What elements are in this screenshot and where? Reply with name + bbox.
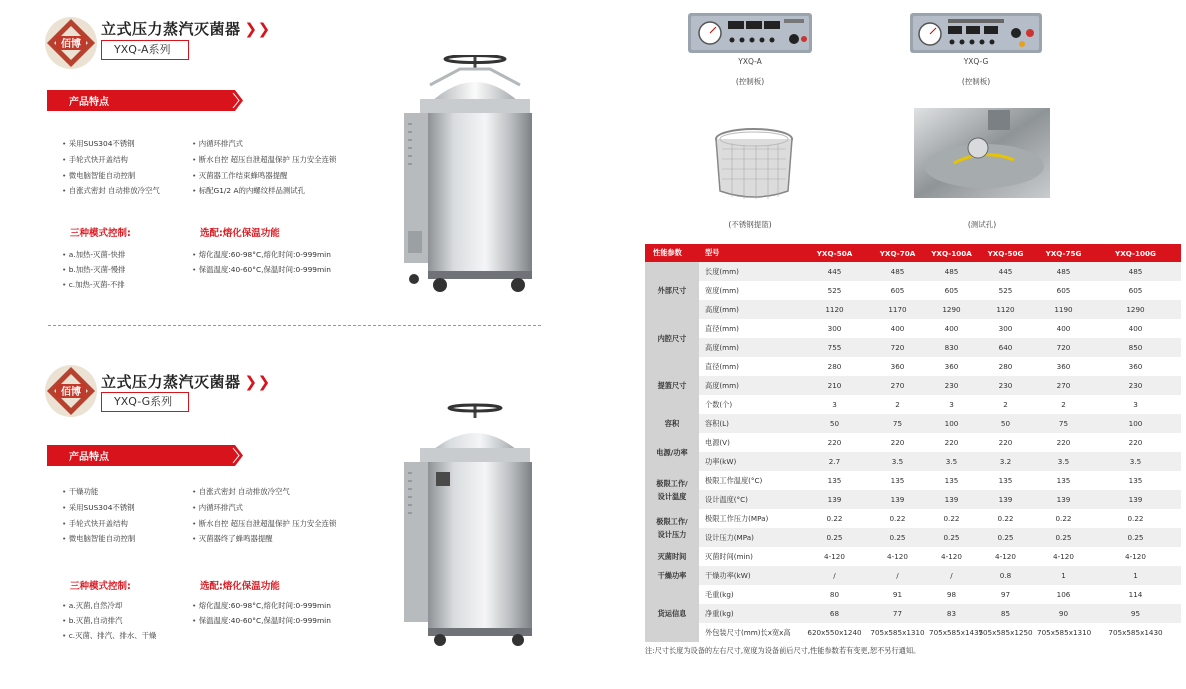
spec-cell: 135: [827, 476, 842, 485]
spec-cell: 1290: [1090, 300, 1181, 319]
spec-cell: 139: [866, 490, 929, 509]
spec-cell: 135: [1128, 476, 1143, 485]
spec-row: [645, 433, 1181, 452]
spec-cell: 445: [974, 262, 1037, 281]
spec-group-label-line: 内腔尺寸: [657, 333, 687, 343]
spec-cell: 210: [803, 376, 866, 395]
control-mode-list: [62, 247, 125, 292]
feature-item: • 采用SUS304不锈钢: [62, 500, 135, 516]
brand-logo: [44, 16, 98, 74]
spec-cell: 445: [803, 262, 866, 281]
spec-row: [645, 509, 1181, 528]
spec-group-label-line: 设计温度: [657, 492, 687, 501]
spec-cell: 135: [1056, 476, 1071, 485]
spec-row-label: 直径(mm): [705, 361, 739, 371]
control-mode-item: • b.加热-灭菌-慢排: [62, 262, 125, 277]
spec-cell: /: [803, 566, 866, 585]
spec-cell: 720: [1037, 338, 1090, 357]
spec-cell: 220: [944, 438, 959, 447]
spec-row-label: 高度(mm): [699, 300, 803, 319]
spec-cell: 0.25: [974, 528, 1037, 547]
spec-cell: 85: [974, 604, 1037, 623]
spec-cell: 77: [866, 604, 929, 623]
spec-cell: 100: [929, 414, 974, 433]
spec-row: [645, 528, 1181, 547]
spec-cell: 4-120: [824, 552, 845, 561]
spec-cell: 705x585x1250: [978, 628, 1033, 637]
feature-item: • 微电脑智能自动控制: [62, 168, 160, 184]
header-model-col: YXQ-50G: [974, 244, 1037, 262]
spec-cell: 640: [974, 338, 1037, 357]
features-list-right: [192, 484, 336, 547]
spec-cell: 2: [895, 400, 900, 409]
header-model: 型号: [699, 244, 803, 262]
spec-cell: 485: [1037, 262, 1090, 281]
spec-cell: 220: [998, 438, 1013, 447]
spec-group-label: [645, 585, 699, 642]
spec-row: [645, 376, 1181, 395]
spec-row: [645, 604, 1181, 623]
spec-row-label: 高度(mm): [699, 338, 803, 357]
spec-cell: 0.25: [929, 528, 974, 547]
spec-group-label-line: 设计压力: [657, 530, 687, 539]
spec-row: [645, 585, 1181, 604]
spec-row-label: 灭菌时间(min): [705, 551, 753, 561]
spec-cell: 135: [998, 476, 1013, 485]
spec-cell: 230: [1090, 376, 1181, 395]
header-model-col: YXQ-75G: [1037, 244, 1090, 262]
spec-cell: 280: [998, 362, 1013, 371]
spec-cell: 705x585x1310: [1037, 628, 1092, 637]
spec-cell: 83: [929, 604, 974, 623]
spec-row-label: 极限工作压力(MPa): [705, 513, 769, 523]
spec-group-label-line: 干燥功率: [657, 571, 687, 580]
spec-cell: 280: [827, 362, 842, 371]
section-title: 立式压力蒸汽灭菌器 ❯❯: [101, 20, 271, 38]
feature-item: • 自涨式密封 自动排放冷空气: [62, 183, 160, 199]
spec-group-label: [645, 471, 699, 509]
spec-row-label: 设计压力(MPa): [699, 528, 803, 547]
spec-row: [645, 262, 1181, 281]
spec-cell: 1120: [803, 300, 866, 319]
spec-cell: 705x585x1310: [870, 628, 925, 637]
spec-cell: 0.22: [943, 514, 960, 523]
spec-row: [645, 471, 1181, 490]
spec-cell: 0.22: [826, 514, 843, 523]
spec-cell: 2: [1061, 400, 1066, 409]
spec-cell: 3.5: [1037, 452, 1090, 471]
spec-cell: 850: [1090, 338, 1181, 357]
option-item: • 熔化温度:60-98°C,熔化时间:0-999min: [192, 598, 331, 613]
spec-cell: 705x585x1435: [929, 628, 984, 637]
spec-cell: 0.22: [1055, 514, 1072, 523]
spec-row-label: 干燥功率(kW): [699, 566, 803, 585]
spec-cell: 50: [974, 414, 1037, 433]
series-label: YXQ-G系列: [101, 392, 189, 412]
spec-cell: 0.22: [997, 514, 1014, 523]
option-heading: 选配:熔化保温功能: [200, 228, 280, 239]
spec-cell: /: [929, 566, 974, 585]
control-mode-item: • c.灭菌、排汽、排水、干燥: [62, 628, 156, 643]
spec-cell: 1170: [866, 300, 929, 319]
spec-cell: 95: [1090, 604, 1181, 623]
spec-cell: 3: [832, 400, 837, 409]
header-param: 性能参数: [645, 244, 699, 262]
spec-cell: 620x550x1240: [807, 628, 862, 637]
spec-cell: 139: [1037, 490, 1090, 509]
spec-cell: 4-120: [941, 552, 962, 561]
spec-cell: 50: [803, 414, 866, 433]
spec-cell: 100: [1090, 414, 1181, 433]
control-panel-image-g: [910, 13, 1042, 57]
spec-group-label: [645, 262, 699, 319]
spec-cell: 705x585x1430: [1108, 628, 1163, 637]
spec-cell: 525: [827, 286, 842, 295]
spec-cell: 755: [803, 338, 866, 357]
feature-item: • 灭菌器工作结束蜂鸣器提醒: [192, 168, 336, 184]
option-item: • 熔化温度:60-98°C,熔化时间:0-999min: [192, 247, 331, 262]
spec-row-label: 直径(mm): [705, 323, 739, 333]
spec-cell: 830: [929, 338, 974, 357]
spec-cell: 360: [1128, 362, 1143, 371]
spec-row-label: 容积(L): [699, 414, 803, 433]
svg-text:佰博: 佰博: [61, 39, 81, 50]
spec-row: [645, 452, 1181, 471]
spec-cell: 139: [929, 490, 974, 509]
header-model-col: YXQ-100G: [1090, 244, 1181, 262]
option-heading: 选配:熔化保温功能: [200, 581, 280, 592]
spec-row: [645, 623, 1181, 642]
spec-cell: 98: [946, 590, 957, 599]
spec-cell: 139: [1090, 490, 1181, 509]
spec-cell: 3.2: [974, 452, 1037, 471]
spec-row: [645, 281, 1181, 300]
spec-header-row: [645, 244, 1181, 262]
spec-cell: 3: [949, 400, 954, 409]
panel-model-label: YXQ-G: [963, 57, 989, 66]
spec-cell: 270: [866, 376, 929, 395]
spec-cell: 80: [829, 590, 840, 599]
feature-item: • 干燥功能: [62, 484, 135, 500]
spec-row: [645, 319, 1181, 338]
spec-row-label: 净重(kg): [699, 604, 803, 623]
spec-cell: 0.25: [1090, 528, 1181, 547]
spec-row: [645, 300, 1181, 319]
control-mode-item: • b.灭菌,自动排汽: [62, 613, 156, 628]
spec-group-label-line: 提篮尺寸: [657, 381, 687, 390]
spec-cell: 0.22: [889, 514, 906, 523]
spec-group-label-line: 货运信息: [657, 609, 687, 618]
spec-cell: 400: [1128, 324, 1143, 333]
spec-group-label: [645, 566, 699, 585]
basket-image: [712, 123, 796, 209]
spec-cell: 4-120: [995, 552, 1016, 561]
spec-cell: 114: [1128, 590, 1143, 599]
features-list-left: [62, 484, 135, 547]
option-item: • 保温温度:40-60°C,保温时间:0-999min: [192, 613, 331, 628]
feature-item: • 自涨式密封 自动排放冷空气: [192, 484, 336, 500]
spec-cell: 270: [1037, 376, 1090, 395]
table-note: 注:尺寸长度为设备的左右尺寸,宽度为设备前后尺寸,性能参数若有变更,恕不另行通知。: [645, 646, 921, 655]
spec-cell: 4-120: [1053, 552, 1074, 561]
spec-group-label: [645, 319, 699, 357]
spec-cell: 97: [1000, 590, 1011, 599]
spec-cell: 720: [866, 338, 929, 357]
spec-cell: 605: [1056, 286, 1071, 295]
feature-item: • 灭菌器终了蜂鸣器提醒: [192, 531, 336, 547]
spec-cell: 139: [974, 490, 1037, 509]
spec-table: [645, 244, 1181, 642]
spec-cell: 605: [1128, 286, 1143, 295]
features-ribbon: 产品特点: [47, 445, 243, 470]
control-mode-heading: 三种模式控制:: [70, 581, 131, 592]
spec-cell: 0.25: [1037, 528, 1090, 547]
test-hole-image: [914, 108, 1050, 202]
svg-text:佰博: 佰博: [61, 387, 81, 398]
spec-row-label: 外包装尺寸(mm)长x宽x高: [705, 627, 791, 637]
spec-row-label: 电源(V): [705, 437, 730, 447]
spec-row-label: 功率(kW): [699, 452, 803, 471]
spec-cell: 485: [929, 262, 974, 281]
spec-row-label: 宽度(mm): [705, 285, 739, 295]
spec-cell: 0.25: [803, 528, 866, 547]
spec-cell: 1: [1090, 566, 1181, 585]
spec-cell: 106: [1056, 590, 1071, 599]
spec-cell: 135: [890, 476, 905, 485]
spec-cell: 1190: [1037, 300, 1090, 319]
spec-group-label: [645, 357, 699, 414]
header-model-col: YXQ-100A: [929, 244, 974, 262]
spec-cell: 605: [944, 286, 959, 295]
spec-cell: 135: [944, 476, 959, 485]
spec-group-label-line: 外部尺寸: [657, 286, 687, 295]
spec-cell: 220: [890, 438, 905, 447]
control-panel-image-a: [688, 13, 812, 57]
features-list-right: [192, 136, 336, 199]
panel-caption: (控制板): [961, 77, 991, 86]
spec-cell: 525: [998, 286, 1013, 295]
feature-item: • 微电脑智能自动控制: [62, 531, 135, 547]
spec-row: [645, 395, 1181, 414]
spec-row: [645, 357, 1181, 376]
spec-cell: 0.22: [1127, 514, 1144, 523]
spec-cell: 300: [998, 324, 1013, 333]
spec-cell: 75: [866, 414, 929, 433]
feature-item: • 手轮式快开盖结构: [62, 516, 135, 532]
spec-cell: 0.8: [974, 566, 1037, 585]
series-label: YXQ-A系列: [101, 40, 189, 60]
spec-group-label: [645, 414, 699, 433]
spec-cell: 68: [803, 604, 866, 623]
spec-cell: 485: [866, 262, 929, 281]
spec-group-label: [645, 547, 699, 566]
feature-item: • 采用SUS304不锈钢: [62, 136, 160, 152]
header-model-col: YXQ-70A: [866, 244, 929, 262]
spec-group-label: [645, 509, 699, 547]
spec-row: [645, 547, 1181, 566]
spec-cell: 91: [892, 590, 903, 599]
sterilizer-image-g: [400, 402, 550, 651]
spec-row-label: 长度(mm): [699, 262, 803, 281]
spec-cell: 360: [1056, 362, 1071, 371]
spec-cell: 0.25: [866, 528, 929, 547]
spec-cell: 4-120: [1125, 552, 1146, 561]
spec-row-label: 高度(mm): [699, 376, 803, 395]
spec-cell: 4-120: [887, 552, 908, 561]
spec-cell: 360: [890, 362, 905, 371]
spec-cell: 1120: [974, 300, 1037, 319]
spec-row-label: 极限工作温度(°C): [705, 475, 763, 485]
spec-group-label-line: 极限工作/: [656, 517, 688, 526]
spec-body: [645, 262, 1181, 642]
spec-cell: 75: [1037, 414, 1090, 433]
spec-group-label-line: 极限工作/: [656, 479, 688, 488]
spec-cell: 2.7: [803, 452, 866, 471]
spec-cell: 400: [1056, 324, 1071, 333]
feature-item: • 断水自控 超压自泄超温保护 压力安全连锁: [192, 516, 336, 532]
panel-model-label: YXQ-A: [738, 57, 762, 66]
spec-cell: 220: [1056, 438, 1071, 447]
spec-cell: 3.5: [1090, 452, 1181, 471]
spec-cell: 90: [1037, 604, 1090, 623]
features-ribbon: 产品特点: [47, 90, 243, 115]
brand-logo: [44, 364, 98, 422]
spec-cell: 220: [827, 438, 842, 447]
basket-caption: (不锈钢提篮): [728, 220, 772, 229]
control-mode-item: • a.加热-灭菌-快排: [62, 247, 125, 262]
sterilizer-image-a: [400, 55, 550, 299]
spec-cell: 1: [1037, 566, 1090, 585]
spec-cell: 605: [890, 286, 905, 295]
option-list: [192, 247, 331, 277]
spec-row-label: 个数(个): [705, 399, 733, 409]
spec-cell: 139: [803, 490, 866, 509]
spec-row-label: 毛重(kg): [705, 589, 734, 599]
feature-item: • 内循环排汽式: [192, 136, 336, 152]
spec-cell: /: [866, 566, 929, 585]
spec-cell: 1290: [929, 300, 974, 319]
control-mode-list: [62, 598, 156, 643]
spec-cell: 230: [929, 376, 974, 395]
section-divider: [48, 325, 541, 326]
feature-item: • 断水自控 超压自泄超温保护 压力安全连锁: [192, 152, 336, 168]
spec-row-label: 设计温度(°C): [699, 490, 803, 509]
spec-cell: 400: [890, 324, 905, 333]
spec-row: [645, 414, 1181, 433]
panel-caption: (控制板): [735, 77, 765, 86]
section-title: 立式压力蒸汽灭菌器 ❯❯: [101, 373, 271, 391]
option-list: [192, 598, 331, 628]
spec-cell: 360: [944, 362, 959, 371]
control-mode-item: • a.灭菌,自然冷却: [62, 598, 156, 613]
spec-group-label-line: 电源/功率: [656, 447, 688, 457]
feature-item: • 内循环排汽式: [192, 500, 336, 516]
spec-group-label-line: 灭菌时间: [657, 552, 687, 561]
spec-cell: 400: [944, 324, 959, 333]
spec-cell: 230: [974, 376, 1037, 395]
spec-cell: 3: [1133, 400, 1138, 409]
control-mode-item: • c.加热-灭菌-不排: [62, 277, 125, 292]
spec-cell: 3.5: [929, 452, 974, 471]
spec-row: [645, 338, 1181, 357]
control-mode-heading: 三种模式控制:: [70, 228, 131, 239]
feature-item: • 标配G1/2 A的内螺纹样品测试孔: [192, 183, 336, 199]
spec-cell: 220: [1128, 438, 1143, 447]
header-model-col: YXQ-50A: [803, 244, 866, 262]
option-item: • 保温温度:40-60°C,保温时间:0-999min: [192, 262, 331, 277]
spec-cell: 3.5: [866, 452, 929, 471]
spec-cell: 2: [1003, 400, 1008, 409]
spec-group-label: [645, 433, 699, 471]
features-list-left: [62, 136, 160, 199]
feature-item: • 手轮式快开盖结构: [62, 152, 160, 168]
test-hole-caption: (测试孔): [967, 220, 997, 229]
spec-row: [645, 566, 1181, 585]
spec-row: [645, 490, 1181, 509]
spec-cell: 300: [827, 324, 842, 333]
spec-cell: 485: [1090, 262, 1181, 281]
spec-group-label-line: 容积: [664, 419, 680, 428]
